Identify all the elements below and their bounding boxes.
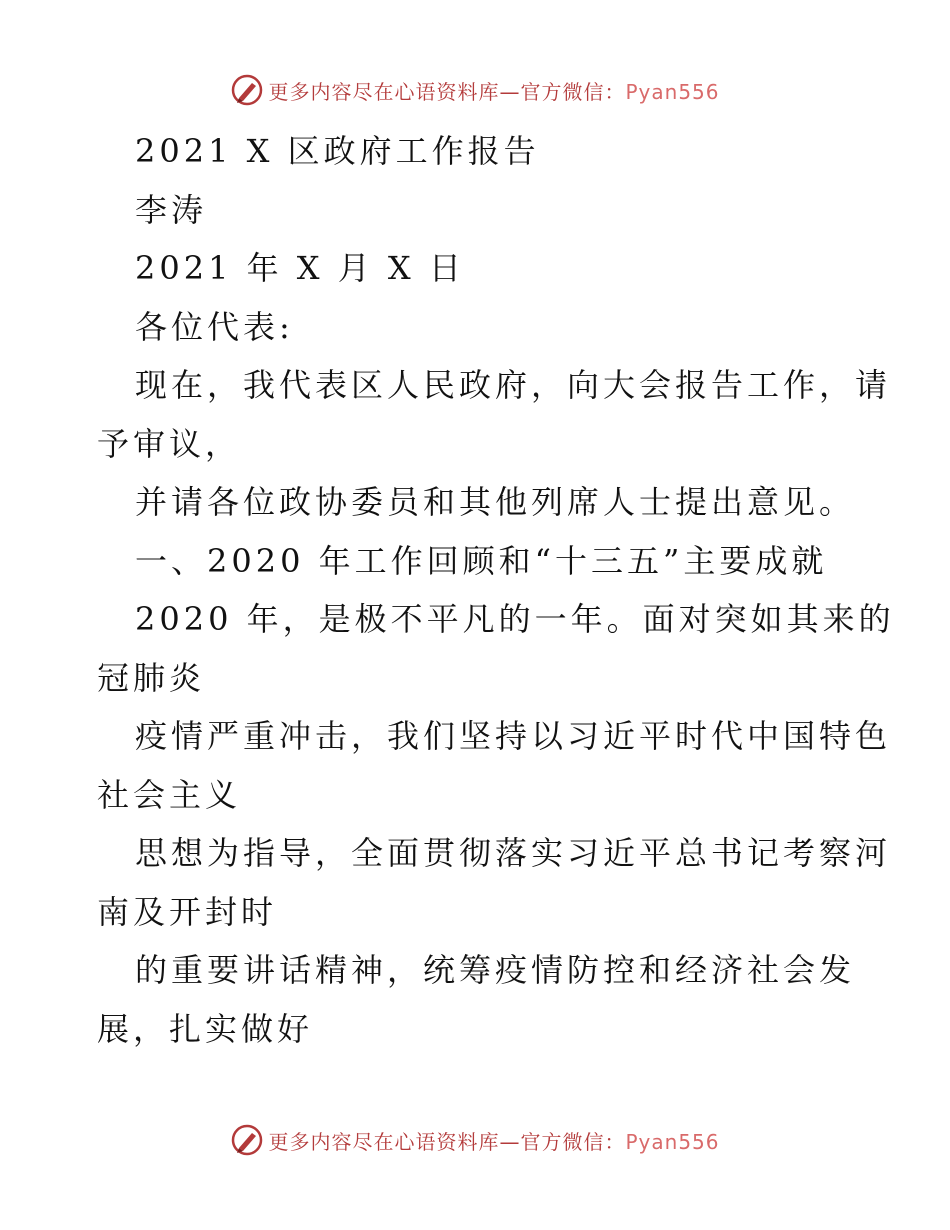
pen-logo-icon <box>230 73 264 107</box>
pen-logo-icon <box>230 1123 264 1157</box>
paragraph-line: 并请各位政协委员和其他列席人士提出意见。 <box>135 483 856 521</box>
section-heading: 一、2020 年工作回顾和“十三五”主要成就 <box>135 541 828 580</box>
author-name: 李涛 <box>135 190 208 229</box>
watermark-label: 更多内容尽在心语资料库—官方微信： <box>268 1129 626 1154</box>
paragraph-line: 冠肺炎 <box>97 658 206 697</box>
footer-watermark <box>0 1120 950 1160</box>
salutation: 各位代表: <box>135 307 294 346</box>
paragraph-line: 2020 年，是极不平凡的一年。面对突如其来的 <box>135 600 895 638</box>
paragraph-line: 现在，我代表区人民政府，向大会报告工作，请 <box>135 366 892 404</box>
paragraph-line: 展，扎实做好 <box>97 1009 314 1048</box>
watermark-wechat-id: Pyan556 <box>625 1129 720 1154</box>
watermark-text <box>268 1126 719 1155</box>
header-watermark <box>0 70 950 110</box>
paragraph-line: 疫情严重冲击，我们坚持以习近平时代中国特色 <box>135 717 892 755</box>
watermark-wechat-id: Pyan556 <box>625 79 720 104</box>
paragraph-line: 思想为指导，全面贯彻落实习近平总书记考察河 <box>135 834 892 872</box>
paragraph-line: 的重要讲话精神，统筹疫情防控和经济社会发 <box>135 951 856 989</box>
paragraph-line: 南及开封时 <box>97 892 278 931</box>
document-body <box>97 122 895 1058</box>
document-date: 2021 年 X 月 X 日 <box>135 249 465 287</box>
document-title: 2021 X 区政府工作报告 <box>135 132 540 170</box>
watermark-label: 更多内容尽在心语资料库—官方微信： <box>268 79 626 104</box>
paragraph-line: 予审议， <box>97 424 242 463</box>
watermark-text <box>268 76 719 105</box>
paragraph-line: 社会主义 <box>97 775 242 814</box>
